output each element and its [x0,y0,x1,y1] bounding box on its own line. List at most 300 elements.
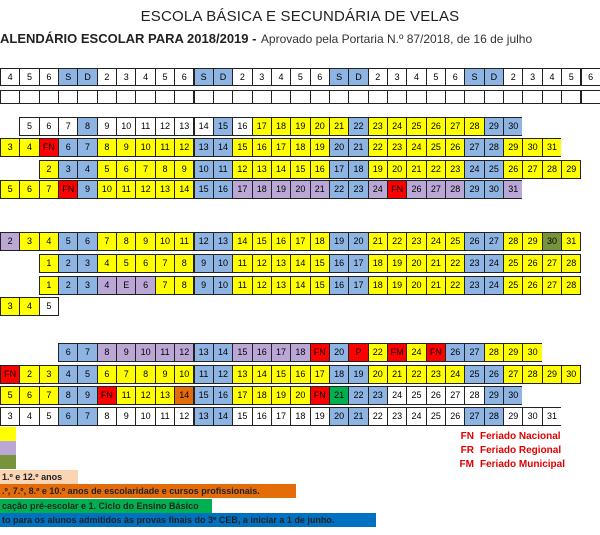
weekend-day-cell: 18 [329,365,349,384]
weekend-day-cell: 27 [464,407,484,426]
day-cell [0,254,20,273]
day-cell: 18 [252,386,272,405]
weekday-header-cell: 2 [232,68,252,86]
weekday-header-cell: 4 [542,68,562,86]
day-cell: 28 [464,117,484,136]
day-cell [542,386,562,405]
day-cell: 20 [387,160,407,179]
day-cell: 25 [503,254,523,273]
day-cell: 2 [0,232,20,251]
weekend-day-cell: 20 [329,138,349,157]
day-cell: 5 [0,180,20,199]
weekend-day-cell: 6 [77,232,97,251]
weekend-day-cell: 25 [484,160,504,179]
day-cell: 14 [290,254,310,273]
day-cell: 5 [97,160,117,179]
day-cell: 27 [426,180,446,199]
weekend-day-cell: 14 [213,407,233,426]
weekend-day-cell: 23 [464,276,484,295]
day-cell: 9 [116,343,136,362]
day-cell: 19 [271,386,291,405]
day-cell: P [348,343,368,362]
day-cell: 6 [116,160,136,179]
day-cell: 15 [310,276,330,295]
weekend-day-cell: 7 [77,343,97,362]
day-cell: 16 [290,365,310,384]
weekend-day-cell: 17 [348,276,368,295]
day-cell: 8 [97,343,117,362]
day-cell: 30 [522,343,542,362]
day-cell: 18 [271,117,291,136]
day-cell: 26 [426,117,446,136]
day-cell: 4 [97,276,117,295]
day-cell: 3 [39,365,59,384]
day-cell: 21 [329,117,349,136]
day-cell: 19 [290,117,310,136]
day-cell: 18 [290,343,310,362]
weekend-day-cell: 19 [348,365,368,384]
day-cell: 27 [542,254,562,273]
day-cell: 22 [406,365,426,384]
day-cell [522,117,542,136]
day-cell: 15 [232,343,252,362]
weekend-day-cell: 27 [464,138,484,157]
weekday-header-cell: S [194,68,214,86]
weekend-day-cell: 23 [368,386,388,405]
day-cell: 4 [97,254,117,273]
day-cell [19,160,39,179]
weekend-day-cell: 25 [464,365,484,384]
day-cell: 14 [232,232,252,251]
day-cell: 14 [271,160,291,179]
spacer-cell [39,90,59,104]
weekend-day-cell: 5 [58,232,78,251]
day-cell: 24 [406,343,426,362]
day-cell: 30 [522,407,542,426]
day-cell: 11 [116,180,136,199]
weekday-header-cell: 6 [310,68,330,86]
day-cell: 8 [97,138,117,157]
day-cell: 10 [155,232,175,251]
spacer-cell [0,90,20,104]
day-cell: 24 [387,117,407,136]
legend-olive [0,455,16,469]
day-cell: 22 [426,160,446,179]
day-cell [0,160,20,179]
day-cell: 27 [522,160,542,179]
day-cell: 29 [503,138,523,157]
weekend-day-cell: 2 [58,276,78,295]
weekend-day-cell: 11 [194,365,214,384]
day-cell: 14 [174,386,194,405]
weekend-day-cell: 20 [329,407,349,426]
day-cell: 7 [58,117,78,136]
weekend-day-cell: 21 [348,138,368,157]
day-cell: 10 [116,117,136,136]
weekday-header-cell: 5 [19,68,39,86]
weekend-day-cell: 11 [213,160,233,179]
day-cell: 28 [464,386,484,405]
day-cell: 29 [503,407,523,426]
holiday-day-cell: FN [39,138,59,157]
day-cell: 26 [426,386,446,405]
legend-school-days [0,427,16,441]
day-cell: 15 [232,407,252,426]
weekday-header-cell: D [484,68,504,86]
weekend-day-cell: 22 [329,180,349,199]
spacer-cell [348,90,368,104]
day-cell: 18 [290,138,310,157]
calendar-title-main: ALENDÁRIO ESCOLAR PARA 2018/2019 - [0,31,257,46]
day-cell: 17 [252,117,272,136]
weekday-header-cell: 3 [522,68,542,86]
weekday-header-cell: 2 [97,68,117,86]
weekend-day-cell: 20 [348,232,368,251]
day-cell: 8 [116,232,136,251]
day-cell: 25 [426,138,446,157]
day-cell: 25 [426,407,446,426]
day-cell: 13 [155,180,175,199]
spacer-cell [426,90,446,104]
day-cell: 31 [503,180,523,199]
weekend-day-cell: 26 [445,343,465,362]
day-cell: 5 [19,117,39,136]
day-cell [0,343,20,362]
weekend-day-cell: 14 [213,138,233,157]
weekday-header-cell: 6 [39,68,59,86]
day-cell: 14 [194,117,214,136]
weekday-header-cell: 3 [252,68,272,86]
weekend-day-cell: 10 [213,276,233,295]
calendar-title-subtitle: Aprovado pela Portaria N.º 87/2018, de 16 de julho [260,32,533,46]
day-cell: E [116,276,136,295]
day-cell: 26 [503,160,523,179]
weekend-day-cell: 24 [464,160,484,179]
weekend-day-cell: 6 [58,343,78,362]
spacer-cell [290,90,310,104]
day-cell: 31 [542,138,562,157]
day-cell: 5 [0,386,20,405]
day-cell: 8 [174,276,194,295]
weekend-day-cell: 23 [348,180,368,199]
day-cell: 11 [135,117,155,136]
day-cell: 14 [174,180,194,199]
day-cell: 22 [445,276,465,295]
weekend-day-cell: 29 [484,117,504,136]
day-cell: 10 [174,365,194,384]
weekend-day-cell: 10 [213,254,233,273]
day-cell [0,276,20,295]
weekend-day-cell: 20 [329,343,349,362]
weekend-day-cell: 17 [348,254,368,273]
day-cell: 12 [135,180,155,199]
legend-holiday-break [0,441,16,455]
day-cell: 17 [232,386,252,405]
day-cell: 13 [271,276,291,295]
spacer-cell [252,90,272,104]
day-cell: 28 [484,343,504,362]
day-cell: 13 [174,117,194,136]
day-cell: 24 [406,407,426,426]
day-cell: 26 [445,138,465,157]
weekend-day-cell: 22 [348,386,368,405]
weekend-day-cell: 10 [194,160,214,179]
day-cell: 17 [271,138,291,157]
day-cell: 24 [387,386,407,405]
spacer-cell [271,90,291,104]
day-cell: 31 [561,232,581,251]
day-cell: 18 [290,407,310,426]
weekday-header-cell: 5 [426,68,446,86]
spacer-cell [135,90,155,104]
holiday-day-cell: FN [0,365,20,384]
spacer-cell [194,90,214,104]
day-cell: 22 [368,407,388,426]
weekend-day-cell: 4 [58,365,78,384]
weekend-day-cell: 17 [329,160,349,179]
holiday-legend [452,430,565,472]
day-cell: 23 [368,117,388,136]
day-cell: 25 [445,232,465,251]
day-cell: 13 [271,254,291,273]
day-cell: 29 [542,365,562,384]
weekend-day-cell: 18 [348,160,368,179]
weekday-header-cell: 4 [406,68,426,86]
weekend-day-cell: 28 [484,407,504,426]
day-cell: 13 [232,365,252,384]
day-cell: 15 [290,160,310,179]
day-cell: 22 [445,254,465,273]
day-cell: 12 [174,343,194,362]
holiday-day-cell: FM [387,343,407,362]
day-cell: 21 [406,160,426,179]
day-cell [542,180,562,199]
spacer-cell [542,90,562,104]
legend-green: cação pré-escolar e 1. Ciclo do Ensino Básico [0,499,212,513]
weekday-header-cell: 4 [0,68,20,86]
weekend-day-cell: 7 [77,407,97,426]
weekend-day-cell: 26 [484,365,504,384]
day-cell: 17 [290,232,310,251]
weekend-day-cell: 21 [348,407,368,426]
day-cell: 13 [252,160,272,179]
day-cell: 19 [271,180,291,199]
weekend-day-cell: 13 [213,232,233,251]
day-cell: 26 [445,407,465,426]
weekend-day-cell: 9 [77,386,97,405]
day-cell: 19 [310,407,330,426]
day-cell: 21 [368,232,388,251]
weekend-day-cell: 24 [484,254,504,273]
day-cell: 25 [406,386,426,405]
day-cell: 14 [290,276,310,295]
day-cell: 23 [445,160,465,179]
weekend-day-cell: 9 [194,276,214,295]
day-cell: 15 [252,232,272,251]
day-cell: 8 [97,407,117,426]
day-cell: 22 [368,138,388,157]
weekend-day-cell: 23 [464,254,484,273]
weekend-day-cell: 9 [77,180,97,199]
day-cell: 16 [252,343,272,362]
day-cell: 20 [310,117,330,136]
day-cell: 24 [426,232,446,251]
day-cell: 11 [155,407,175,426]
spacer-cell [232,90,252,104]
weekend-day-cell: 8 [58,386,78,405]
day-cell: 16 [232,117,252,136]
day-cell [561,180,581,199]
weekend-day-cell: 29 [484,386,504,405]
spacer-cell [329,90,349,104]
weekend-day-cell: 2 [58,254,78,273]
day-cell: 15 [232,138,252,157]
weekend-day-cell: 13 [194,343,214,362]
day-cell: 11 [116,386,136,405]
spacer-cell [484,90,504,104]
weekday-header-cell: 4 [135,68,155,86]
day-cell: 28 [542,160,562,179]
weekend-day-cell: 15 [194,386,214,405]
day-cell: 21 [426,254,446,273]
weekend-day-cell: 16 [213,180,233,199]
weekday-header-cell: S [464,68,484,86]
day-cell: 18 [368,254,388,273]
day-cell: 17 [232,180,252,199]
day-cell [522,180,542,199]
weekend-day-cell: 30 [503,386,523,405]
day-cell: 9 [135,232,155,251]
day-cell: 11 [155,343,175,362]
day-cell: 7 [135,160,155,179]
spacer-cell [406,90,426,104]
day-cell: 1 [39,254,59,273]
weekend-day-cell: 14 [213,343,233,362]
day-cell: 20 [290,180,310,199]
day-cell: 11 [232,276,252,295]
day-cell: 12 [174,138,194,157]
day-cell: 20 [406,254,426,273]
day-cell: 16 [252,138,272,157]
holiday-day-cell: FN [426,343,446,362]
weekend-day-cell: 26 [464,232,484,251]
weekday-header-cell: 6 [445,68,465,86]
day-cell: 7 [155,254,175,273]
weekend-day-cell: 16 [329,254,349,273]
day-cell: 4 [19,297,39,316]
day-cell: 12 [174,407,194,426]
weekend-day-cell: 3 [77,276,97,295]
weekday-header-cell: 2 [503,68,523,86]
day-cell: 10 [135,343,155,362]
day-cell: 8 [155,160,175,179]
spacer-cell [522,90,542,104]
day-cell: 11 [155,138,175,157]
day-cell: 19 [387,276,407,295]
weekend-day-cell: 6 [58,138,78,157]
day-cell [542,117,562,136]
day-cell [19,343,39,362]
day-cell: 22 [387,232,407,251]
holiday-day-cell: FN [387,180,407,199]
day-cell: 7 [116,365,136,384]
day-cell: 26 [406,180,426,199]
day-cell: 2 [39,160,59,179]
day-cell: 12 [155,117,175,136]
day-cell: 16 [271,232,291,251]
weekend-day-cell: 12 [213,365,233,384]
weekend-day-cell: 12 [194,232,214,251]
day-cell: 23 [406,232,426,251]
day-cell [39,343,59,362]
day-cell: 10 [97,180,117,199]
day-cell: 5 [116,254,136,273]
day-cell: 27 [542,276,562,295]
day-cell: 23 [387,407,407,426]
spacer-cell [116,90,136,104]
spacer-cell [387,90,407,104]
day-cell: 28 [503,232,523,251]
weekday-header-cell: D [213,68,233,86]
weekend-day-cell: 27 [464,343,484,362]
legend-orange: .º, 7.º, 8.º e 10.º anos de escolaridade e cursos profissionais. [0,484,296,498]
legend-fr: FR Feriado Regional [460,445,562,456]
school-name: ESCOLA BÁSICA E SECUNDÁRIA DE VELAS [140,8,460,25]
day-cell [0,117,20,136]
day-cell: 8 [135,365,155,384]
day-cell: 6 [19,386,39,405]
weekday-header-cell: 5 [561,68,581,86]
day-cell [561,138,581,157]
spacer-cell [58,90,78,104]
weekday-header-cell: S [329,68,349,86]
day-cell: 18 [368,276,388,295]
weekend-day-cell: 5 [77,365,97,384]
weekend-day-cell: 30 [503,117,523,136]
day-cell: 24 [406,138,426,157]
weekend-day-cell: 3 [77,254,97,273]
day-cell: 29 [503,343,523,362]
day-cell: 21 [329,386,349,405]
spacer-cell [581,90,600,104]
day-cell: 21 [426,276,446,295]
spacer-cell [155,90,175,104]
holiday-day-cell: FN [310,386,330,405]
day-cell: 13 [155,386,175,405]
weekday-header-cell: 3 [387,68,407,86]
day-cell: 5 [39,297,59,316]
day-cell: 6 [39,117,59,136]
weekend-day-cell: 19 [329,232,349,251]
weekday-header-cell: 3 [116,68,136,86]
spacer-cell [174,90,194,104]
day-cell: 28 [522,365,542,384]
day-cell: 16 [252,407,272,426]
day-cell: 15 [271,365,291,384]
weekend-day-cell: 22 [348,117,368,136]
day-cell: 24 [445,365,465,384]
weekday-header-cell: D [348,68,368,86]
spacer-cell [368,90,388,104]
day-cell: 30 [542,232,562,251]
day-cell: 2 [19,365,39,384]
day-cell: 1 [39,276,59,295]
day-cell: 20 [406,276,426,295]
day-cell: 18 [252,180,272,199]
day-cell: 23 [387,138,407,157]
day-cell: 17 [271,343,291,362]
day-cell: 19 [387,254,407,273]
